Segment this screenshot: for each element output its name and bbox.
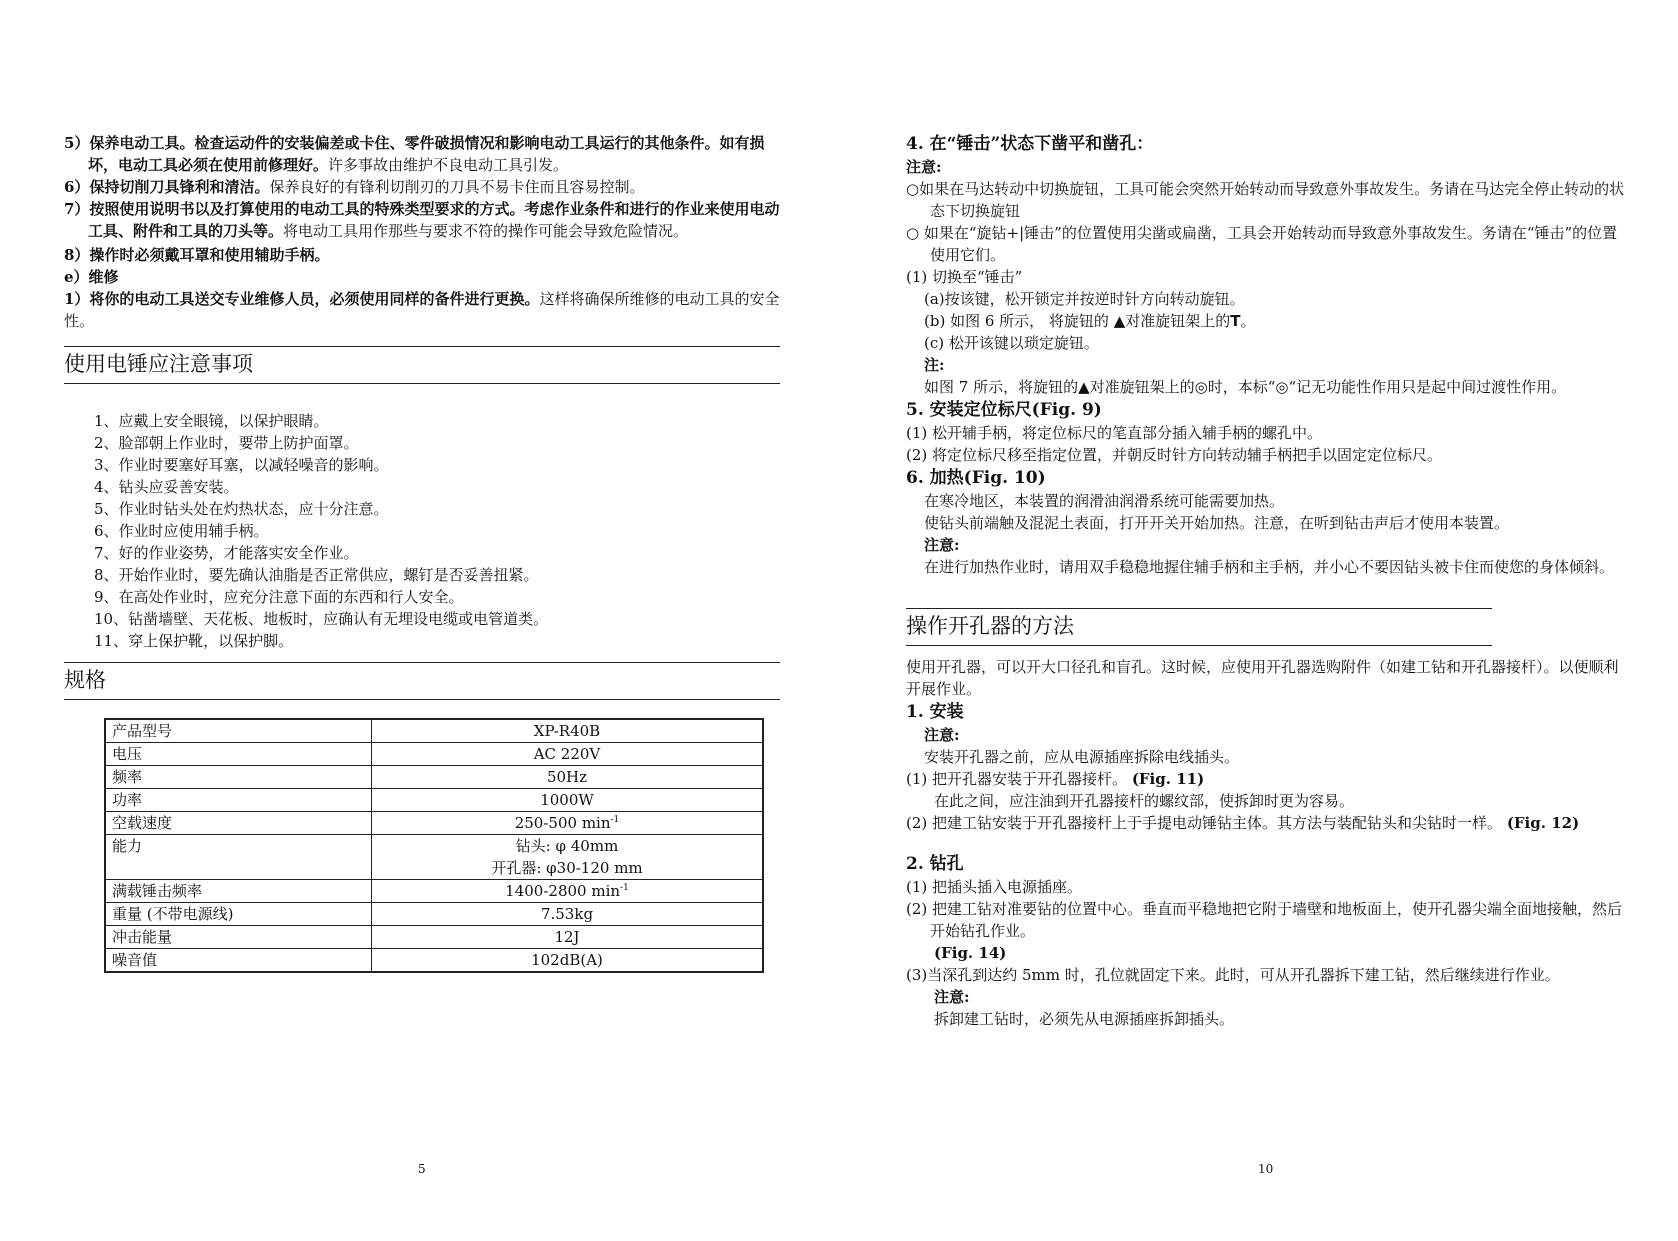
right-page: [906, 132, 1626, 1030]
spec-key: 电压: [105, 743, 372, 766]
section-6-note-label: 注意:: [924, 536, 960, 554]
list-item: 6、作业时应使用辅手柄。: [94, 522, 269, 540]
page-number-right: 10: [1258, 1162, 1274, 1176]
section-4-step-1b: (b) 如图 6 所示， 将旋钮的 ▲对准旋钮架上的T。: [924, 312, 1256, 330]
list-item: 9、在高处作业时，应充分注意下面的东西和行人安全。: [94, 588, 464, 606]
spec-key: 重量 (不带电源线): [105, 903, 372, 926]
spec-value: AC 220V: [372, 743, 764, 766]
install-step-1: (1) 把开孔器安装于开孔器接杆。 (Fig. 11): [906, 770, 1205, 788]
list-item: 8、开始作业时，要先确认油脂是否正常供应，螺钉是否妥善扭紧。: [94, 566, 539, 584]
spec-key: 冲击能量: [105, 926, 372, 949]
page-number-left: 5: [418, 1162, 426, 1176]
table-row: [105, 812, 763, 835]
spec-key: 满载锤击频率: [105, 880, 372, 903]
maint-item-8: 8）操作时必须戴耳罩和使用辅助手柄。: [64, 246, 330, 264]
drilling-step-3: (3)当深孔到达约 5mm 时，孔位就固定下来。此时，可从开孔器拆下建工钻，然后继续进行作业。: [906, 966, 1560, 984]
section-5-step-2: (2) 将定位标尺移至指定位置，并朝反时针方向转动辅手柄把手以固定定位标尺。: [906, 446, 1443, 464]
precautions-title: 使用电锤应注意事项: [64, 346, 780, 384]
list-item: 11、穿上保护靴，以保护脚。: [94, 632, 294, 650]
section-6-title: 6. 加热(Fig. 10): [906, 468, 1046, 488]
holesaw-title: 操作开孔器的方法: [906, 608, 1492, 646]
maint-item-5: 5）保养电动工具。检查运动件的安装偏差或卡住、零件破损情况和影响电动工具运行的其他条件。如有损坏，电动工具必须在使用前修理好。许多事故由维护不良电动工具引发。: [64, 134, 765, 174]
repair-item-1: 1）将你的电动工具送交专业维修人员，必须使用同样的备件进行更换。这样将确保所维修的电动工具的安全性。: [64, 290, 780, 330]
table-row: [105, 880, 763, 903]
install-step-2: (2) 把建工钻安装于开孔器接杆上于手提电动锤钻主体。其方法与装配钻头和尖钻时一样。 (Fig. 12): [906, 814, 1580, 832]
drilling-step-1: (1) 把插头插入电源插座。: [906, 878, 1083, 896]
repair-heading: e）维修: [64, 268, 119, 286]
drilling-note: 拆卸建工钻时，必须先从电源插座拆卸插头。: [934, 1010, 1235, 1028]
table-row: [105, 949, 763, 973]
list-item: 5、作业时钻头处在灼热状态，应十分注意。: [94, 500, 389, 518]
list-item: 10、钻凿墙壁、天花板、地板时，应确认有无埋设电缆或电管道类。: [94, 610, 549, 628]
section-4-note-2: ○ 如果在“旋钻+|锤击”的位置使用尖凿或扁凿，工具会开始转动而导致意外事故发生。务请在“锤击”的位置使用它们。: [906, 224, 1618, 264]
install-step-1-sub: 在此之间，应注油到开孔器接杆的螺纹部，使拆卸时更为容易。: [934, 792, 1355, 810]
table-row: [105, 719, 763, 743]
section-4-step-1: (1) 切换至“锤击”: [906, 268, 1023, 286]
spec-value: XP-R40B: [372, 719, 764, 743]
drilling-title: 2. 钻孔: [906, 854, 964, 874]
list-item: 2、脸部朝上作业时，要带上防护面罩。: [94, 434, 359, 452]
table-row: [105, 789, 763, 812]
spec-value: 钻头: φ 40mm 开孔器: φ30-120 mm: [372, 835, 764, 880]
spec-value: 250-500 $\min^{-1}$: [372, 812, 764, 835]
spec-value: 1400-2800 $\min^{-1}$: [372, 880, 764, 903]
left-page: [64, 132, 780, 973]
spec-value: 7.53kg: [372, 903, 764, 926]
section-5-step-1: (1) 松开辅手柄，将定位标尺的笔直部分插入辅手柄的螺孔中。: [906, 424, 1323, 442]
section-4-title: 4. 在“锤击”状态下凿平和凿孔：: [906, 134, 1154, 154]
t-mark-icon: T: [1230, 312, 1241, 330]
spec-key: 功率: [105, 789, 372, 812]
section-6-para-2: 使钻头前端触及混泥土表面，打开开关开始加热。注意，在听到钻击声后才使用本装置。: [924, 514, 1510, 532]
install-note: 安装开孔器之前，应从电源插座拆除电线插头。: [924, 748, 1240, 766]
spec-key: 空载速度: [105, 812, 372, 835]
spec-key: 噪音值: [105, 949, 372, 973]
table-row: [105, 835, 763, 880]
section-4-step-1a: (a)按该键，松开锁定并按逆时针方向转动旋钮。: [924, 290, 1245, 308]
list-item: 1、应戴上安全眼镜，以保护眼睛。: [94, 412, 329, 430]
drilling-step-2: (2) 把建工钻对准要钻的位置中心。垂直而平稳地把它附于墙壁和地板面上，使开孔器尖端全面地接触，然后开始钻孔作业。: [906, 900, 1623, 940]
spec-key: 产品型号: [105, 719, 372, 743]
install-title: 1. 安装: [906, 702, 964, 722]
section-6-para-1: 在寒冷地区，本装置的润滑油润滑系统可能需要加热。: [924, 492, 1285, 510]
spec-value: 50Hz: [372, 766, 764, 789]
table-row: [105, 766, 763, 789]
precautions-list: [64, 410, 780, 652]
list-item: 4、钻头应妥善安装。: [94, 478, 239, 496]
spec-key: 能力: [105, 835, 372, 880]
section-6-note: 在进行加热作业时，请用双手稳稳地握住辅手柄和主手柄，并小心不要因钻头被卡住而使您的身体倾斜。: [924, 558, 1615, 576]
spec-value: 12J: [372, 926, 764, 949]
list-item: 3、作业时要塞好耳塞，以减轻噪音的影响。: [94, 456, 389, 474]
section-4-note-3: 如图 7 所示，将旋钮的▲对准旋钮架上的◎时，本标“◎“记无功能性作用只是起中间过渡性作用。: [924, 378, 1567, 396]
note-label: 注意:: [906, 158, 942, 176]
spec-value: 102dB(A): [372, 949, 764, 973]
list-item: 7、好的作业姿势，才能落实安全作业。: [94, 544, 359, 562]
spec-title: 规格: [64, 662, 780, 700]
table-row: [105, 926, 763, 949]
spec-value: 1000W: [372, 789, 764, 812]
maint-item-6: 6）保持切削刀具锋利和清洁。保养良好的有锋利切削刃的刀具不易卡住而且容易控制。: [64, 178, 645, 196]
spec-key: 频率: [105, 766, 372, 789]
table-row: [105, 743, 763, 766]
note-label-2: 注:: [924, 356, 945, 374]
section-5-title: 5. 安装定位标尺(Fig. 9): [906, 400, 1102, 420]
spec-table: [104, 718, 764, 973]
table-row: [105, 903, 763, 926]
drilling-note-label: 注意:: [934, 988, 970, 1006]
section-4-note-1: ○如果在马达转动中切换旋钮，工具可能会突然开始转动而导致意外事故发生。务请在马达完全停止转动的状态下切换旋钮: [906, 180, 1625, 220]
maint-item-7: 7）按照使用说明书以及打算使用的电动工具的特殊类型要求的方式。考虑作业条件和进行的作业来使用电动工具、附件和工具的刀头等。将电动工具用作那些与要求不符的操作可能会导致危险情况。: [64, 200, 780, 240]
drilling-step-2-fig: (Fig. 14): [934, 944, 1007, 962]
install-note-label: 注意:: [924, 726, 960, 744]
section-4-step-1c: (c) 松开该键以琐定旋钮。: [924, 334, 1099, 352]
holesaw-intro: 使用开孔器，可以开大口径孔和盲孔。这时候，应使用开孔器选购附件（如建工钻和开孔器接杆）。以便顺利开展作业。: [906, 658, 1619, 698]
